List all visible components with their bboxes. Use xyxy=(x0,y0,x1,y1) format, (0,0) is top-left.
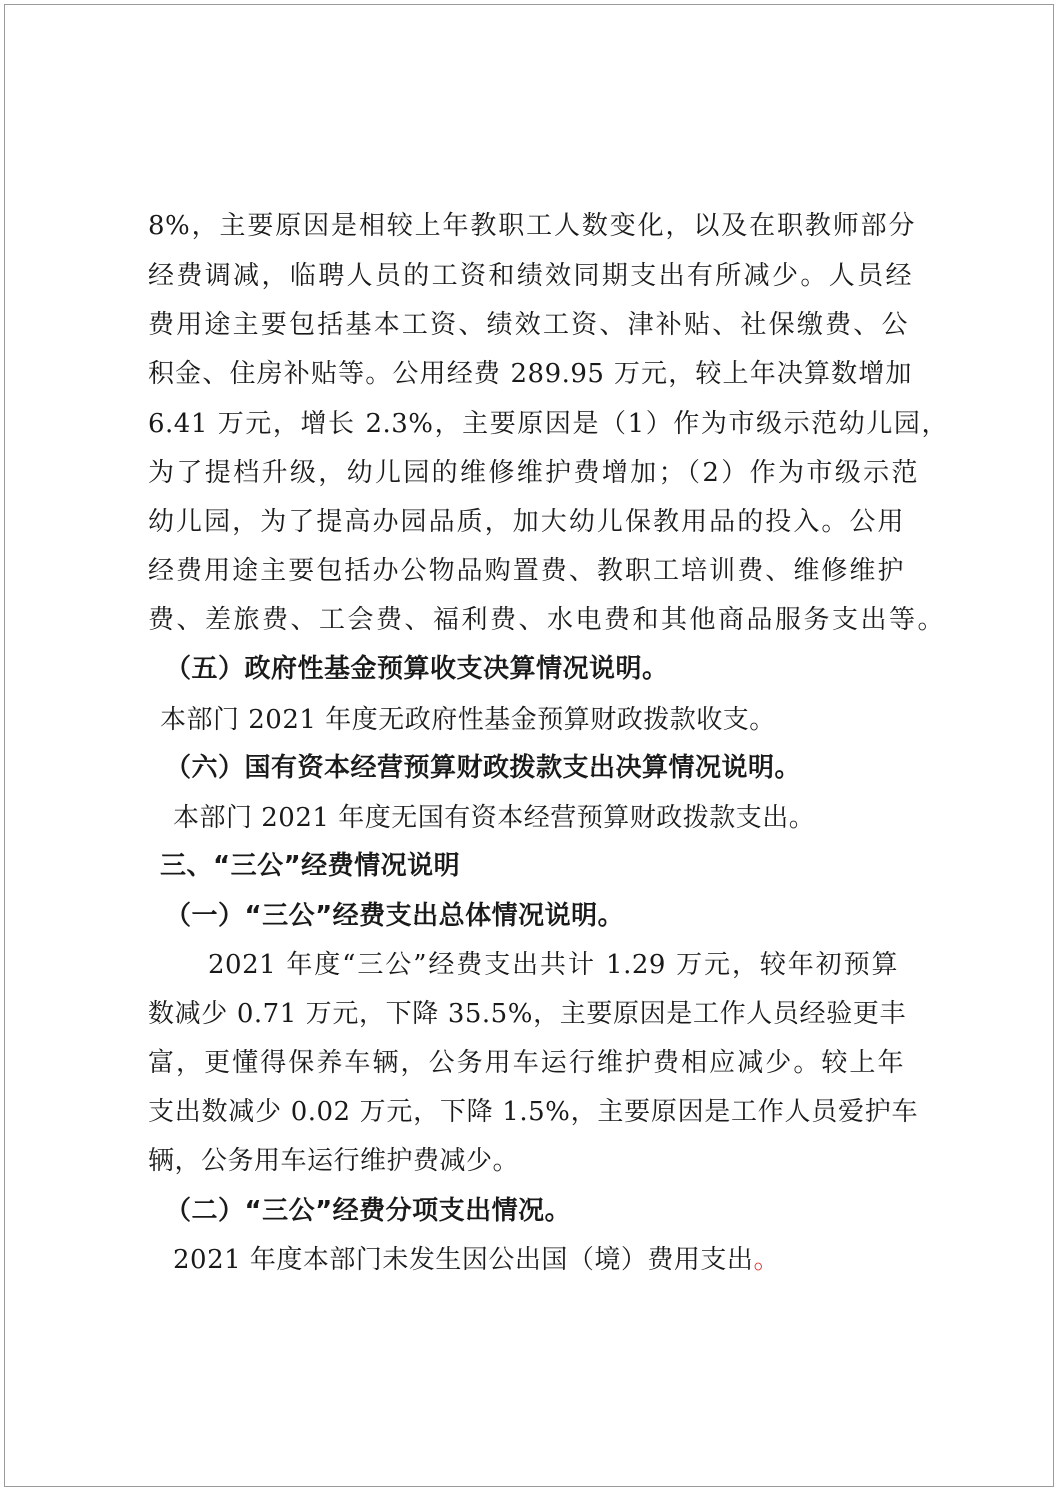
paragraph-line: 数减少 0.71 万元，下降 35.5%，主要原因是工作人员经验更丰 xyxy=(148,999,906,1029)
final-paragraph-text: 2021 年度本部门未发生因公出国（境）费用支出 xyxy=(173,1245,754,1275)
paragraph-line: 幼儿园，为了提高办园品质，加大幼儿保教用品的投入。公用 xyxy=(148,507,904,537)
paragraph-line: 支出数减少 0.02 万元，下降 1.5%，主要原因是工作人员爱护车 xyxy=(148,1097,918,1127)
section-heading: （二）“三公”经费分项支出情况。 xyxy=(165,1196,572,1226)
section-heading: （五）政府性基金预算收支决算情况说明。 xyxy=(165,654,669,684)
paragraph-line: 费、差旅费、工会费、福利费、水电费和其他商品服务支出等。 xyxy=(148,605,944,635)
paragraph-line: 本部门 2021 年度无政府性基金预算财政拨款收支。 xyxy=(160,705,776,735)
paragraph-line: 辆，公务用车运行维护费减少。 xyxy=(148,1146,520,1176)
paragraph-line: 富，更懂得保养车辆，公务用车运行维护费相应减少。较上年 xyxy=(148,1048,904,1078)
section-heading: （一）“三公”经费支出总体情况说明。 xyxy=(165,901,625,931)
page xyxy=(4,4,1054,1487)
paragraph-line: 费用途主要包括基本工资、绩效工资、津补贴、社保缴费、公 xyxy=(148,310,908,340)
paragraph-line: 6.41 万元，增长 2.3%，主要原因是（1）作为市级示范幼儿园， xyxy=(148,409,948,439)
final-period-mark: 。 xyxy=(753,1245,780,1275)
paragraph-line: 8%，主要原因是相较上年教职工人数变化，以及在职教师部分 xyxy=(148,211,915,241)
paragraph-line: 经费调减，临聘人员的工资和绩效同期支出有所减少。人员经 xyxy=(148,261,912,291)
chapter-heading: 三、“三公”经费情况说明 xyxy=(160,851,461,881)
section-heading: （六）国有资本经营预算财政拨款支出决算情况说明。 xyxy=(165,753,802,783)
paragraph-line: 经费用途主要包括办公物品购置费、教职工培训费、维修维护 xyxy=(148,556,904,586)
final-paragraph xyxy=(173,1242,780,1278)
paragraph-line: 本部门 2021 年度无国有资本经营预算财政拨款支出。 xyxy=(173,803,816,833)
paragraph-line: 积金、住房补贴等。公用经费 289.95 万元，较上年决算数增加 xyxy=(148,359,912,389)
paragraph-line: 为了提档升级，幼儿园的维修维护费增加；（2）作为市级示范 xyxy=(148,458,918,488)
paragraph-line: 2021 年度“三公”经费支出共计 1.29 万元，较年初预算 xyxy=(208,950,898,980)
